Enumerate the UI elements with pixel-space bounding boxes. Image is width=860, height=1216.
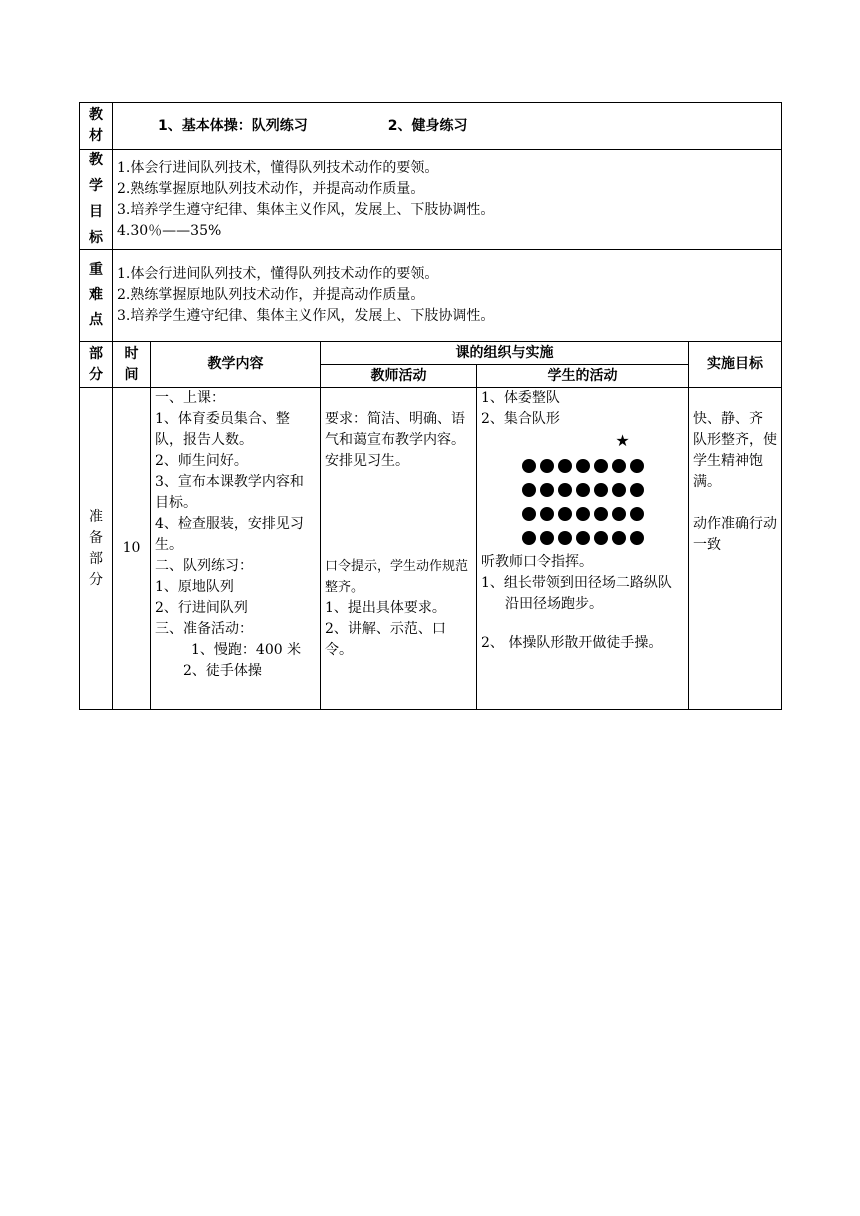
- student-dot-icon: [630, 483, 644, 497]
- student-dot-icon: [612, 483, 626, 497]
- student-dot-icon: [540, 483, 554, 497]
- student-dot-icon: [576, 483, 590, 497]
- content-line: 2、徒手体操: [183, 663, 262, 679]
- implementation-goal: [689, 388, 782, 710]
- student-dot-icon: [594, 459, 608, 473]
- student-line: 2、集合队形: [481, 411, 560, 427]
- content-line: 三、准备活动：: [155, 621, 253, 637]
- student-dot-icon: [630, 507, 644, 521]
- student-dot-icon: [522, 459, 536, 473]
- student-dot-icon: [576, 459, 590, 473]
- material-content: [113, 103, 782, 150]
- goal-line: 1.体会行进间队列技术，懂得队列技术动作的要领。: [117, 159, 439, 176]
- key-line: 3.培养学生遵守纪律、集体主义作风，发展上、下肢协调性。: [117, 308, 495, 324]
- content-line: 3、宣布本课教学内容和目标。: [155, 474, 304, 511]
- formation-diagram: [481, 452, 684, 552]
- teacher-line: 要求：简洁、明确、语气和蔼宣布教学内容。: [325, 411, 465, 448]
- header-organization: 课的组织与实施: [321, 342, 689, 365]
- teacher-line: 口令提示，学生动作规范整齐。: [325, 559, 469, 595]
- goal-line: 2.熟练掌握原地队列技术动作，并提高动作质量。: [117, 180, 425, 197]
- content-line: 2、师生问好。: [155, 453, 248, 469]
- student-dot-icon: [630, 459, 644, 473]
- student-dot-icon: [558, 531, 572, 545]
- header-goal: 实施目标: [689, 342, 782, 388]
- goals-content: [113, 150, 782, 250]
- section-part-label: 准 备 部 分: [80, 388, 113, 710]
- teacher-line: 2、讲解、示范、口令。: [325, 621, 446, 658]
- formation-row: [481, 478, 684, 502]
- content-line: 1、原地队列: [155, 579, 234, 595]
- key-line: 1.体会行进间队列技术，懂得队列技术动作的要领。: [117, 266, 439, 282]
- header-content: 教学内容: [151, 342, 321, 388]
- section-content: [151, 388, 321, 710]
- content-line: 4、检查服装，安排见习生。: [155, 516, 304, 553]
- student-line: 1、组长带领到田径场二路纵队沿田径场跑步。: [481, 575, 672, 612]
- student-dot-icon: [612, 507, 626, 521]
- student-dot-icon: [522, 483, 536, 497]
- student-dot-icon: [612, 531, 626, 545]
- header-student: 学生的活动: [477, 365, 689, 388]
- header-teacher: 教师活动: [321, 365, 477, 388]
- student-dot-icon: [612, 459, 626, 473]
- material-item-1: 1、基本体操：队列练习: [158, 117, 308, 134]
- material-item-2: 2、健身练习: [387, 117, 468, 134]
- header-row-1: [80, 342, 782, 365]
- student-dot-icon: [630, 531, 644, 545]
- goal-line: 3.培养学生遵守纪律、集体主义作风，发展上、下肢协调性。: [117, 201, 495, 218]
- star-icon: ★: [615, 431, 630, 450]
- teacher-line: 1、提出具体要求。: [325, 600, 446, 616]
- section-time: 10: [113, 388, 151, 710]
- formation-row: [481, 502, 684, 526]
- student-dot-icon: [594, 483, 608, 497]
- key-points-content: [113, 250, 782, 342]
- student-dot-icon: [558, 507, 572, 521]
- header-part: 部 分: [80, 342, 113, 388]
- student-dot-icon: [594, 507, 608, 521]
- student-dot-icon: [558, 459, 572, 473]
- key-line: 2.熟练掌握原地队列技术动作，并提高动作质量。: [117, 287, 425, 303]
- key-points-label: 重 难 点: [80, 250, 113, 342]
- key-points-row: [80, 250, 782, 342]
- content-line: 1、体育委员集合、整队，报告人数。: [155, 411, 290, 448]
- student-dot-icon: [522, 507, 536, 521]
- student-dot-icon: [522, 531, 536, 545]
- student-line: 2、 体操队形散开做徒手操。: [481, 635, 663, 651]
- student-line: 1、体委整队: [481, 390, 560, 406]
- goal-text: 动作准确行动一致: [693, 516, 777, 553]
- student-dot-icon: [540, 507, 554, 521]
- goal-line: 4.30％——35%: [117, 222, 222, 239]
- student-line: 听教师口令指挥。: [481, 554, 593, 570]
- header-time: 时 间: [113, 342, 151, 388]
- student-dot-icon: [558, 483, 572, 497]
- student-dot-icon: [576, 531, 590, 545]
- goal-text: 队形整齐，使学生精神饱满。: [693, 432, 777, 490]
- student-dot-icon: [540, 531, 554, 545]
- student-dot-icon: [576, 507, 590, 521]
- content-line: 1、慢跑：400 米: [191, 642, 302, 658]
- material-label: 教 材: [80, 103, 113, 150]
- student-dot-icon: [540, 459, 554, 473]
- material-row: [80, 103, 782, 150]
- student-dot-icon: [594, 531, 608, 545]
- content-line: 2、行进间队列: [155, 600, 248, 616]
- content-line: 一、上课：: [155, 390, 225, 406]
- goals-row: [80, 150, 782, 250]
- formation-row: [481, 526, 684, 550]
- teacher-line: 安排见习生。: [325, 453, 409, 469]
- goal-text: 快、静、齐: [693, 411, 763, 427]
- formation-row: [481, 454, 684, 478]
- prep-section-row: [80, 388, 782, 710]
- student-activity: [477, 388, 689, 710]
- teacher-activity: [321, 388, 477, 710]
- lesson-plan-table: [79, 102, 782, 710]
- content-line: 二、队列练习：: [155, 558, 253, 574]
- goals-label: 教 学 目 标: [80, 150, 113, 250]
